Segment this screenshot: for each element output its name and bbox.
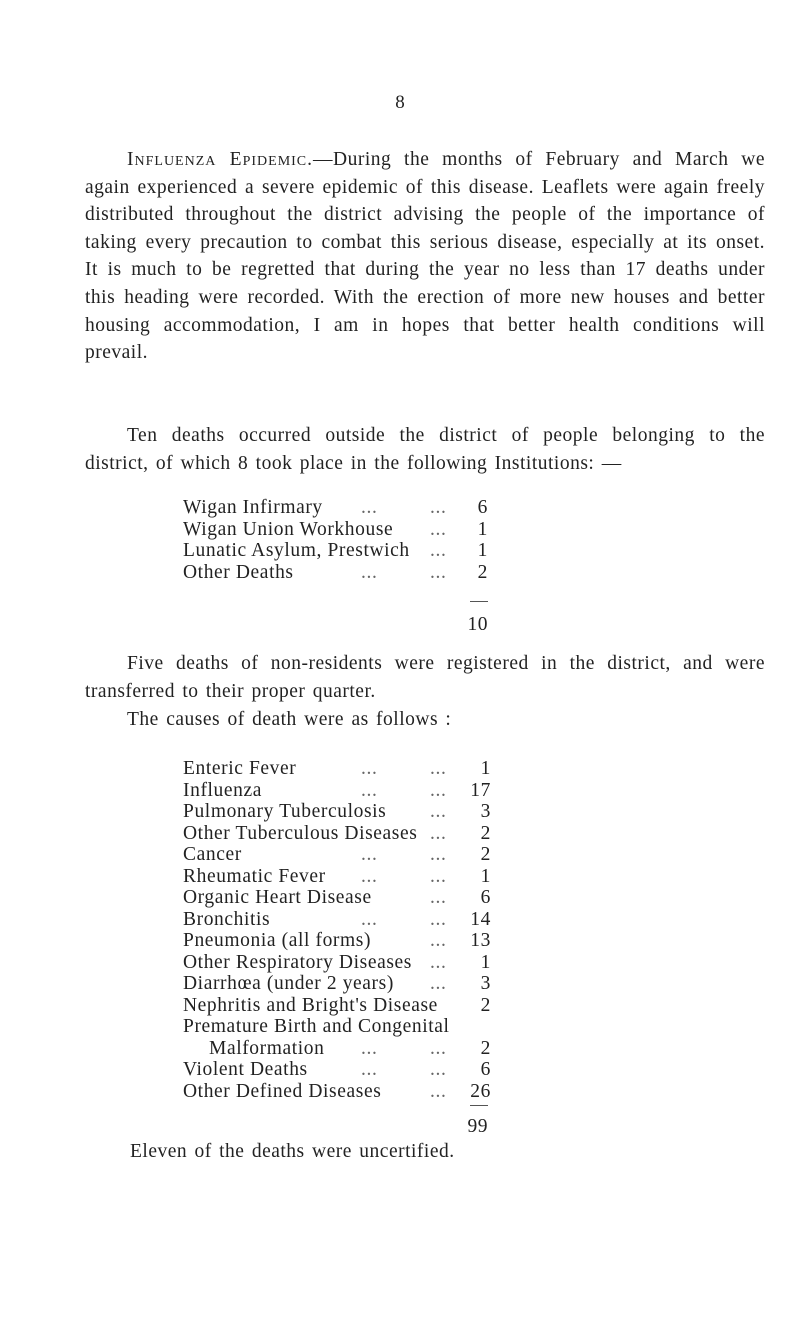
causes-intro: The causes of death were as follows : xyxy=(127,709,452,730)
causes-total-rule xyxy=(470,1105,488,1106)
list-item: Other Deaths ... ... 2 xyxy=(183,561,488,583)
list-item: Enteric Fever ... ... 1 xyxy=(183,758,491,779)
non-residents-paragraph: Five deaths of non-residents were registered in the district, and were transferred to their proper quarter. xyxy=(85,653,765,702)
list-item: Violent Deaths ... ... 6 xyxy=(183,1059,491,1080)
institutions-total-rule xyxy=(470,601,488,602)
list-item: Other Defined Diseases ... 26 xyxy=(183,1080,491,1102)
list-item: Malformation ... ... 2 xyxy=(209,1037,491,1059)
list-item: Nephritis and Bright's Disease 2 xyxy=(183,994,491,1016)
list-item: Lunatic Asylum, Prestwich ... 1 xyxy=(183,540,488,561)
list-item: Influenza ... ... 17 xyxy=(183,779,491,801)
outside-deaths-paragraph: Ten deaths occurred outside the district of people belonging to the district, of which 8 took place in the following Institutions: — xyxy=(85,425,765,474)
page-number: 8 xyxy=(395,92,405,113)
list-item: Other Respiratory Diseases ... 1 xyxy=(183,951,491,973)
causes-total: 99 xyxy=(467,1116,488,1137)
institutions-list xyxy=(183,497,488,583)
uncertified-note: Eleven of the deaths were uncertified. xyxy=(130,1141,455,1162)
influenza-paragraph xyxy=(85,146,765,367)
list-item: Cancer ... ... 2 xyxy=(183,844,491,865)
causes-list xyxy=(183,758,491,1102)
list-item: Bronchitis ... ... 14 xyxy=(183,908,491,930)
list-item: Wigan Infirmary ... ... 6 xyxy=(183,497,488,518)
list-item: Rheumatic Fever ... ... 1 xyxy=(183,865,491,887)
list-item: Premature Birth and Congenital xyxy=(183,1016,450,1037)
influenza-heading: Influenza Epidemic. xyxy=(127,149,314,170)
list-item: Organic Heart Disease ... 6 xyxy=(183,887,491,908)
list-item: Wigan Union Workhouse ... 1 xyxy=(183,518,488,540)
list-item: Pulmonary Tuberculosis ... 3 xyxy=(183,801,491,822)
list-item: Other Tuberculous Diseases ... 2 xyxy=(183,822,491,844)
list-item: Diarrhœa (under 2 years) ... 3 xyxy=(183,973,491,994)
institutions-total: 10 xyxy=(467,614,488,635)
influenza-body: —During the months of February and March we again experienced a severe epidemic of this disease. Leaflets were again freely distributed throughout the district advising the people of the importance of taking every precaution to combat this serious disease, especially at its onset. It is much to be regretted that during the year no less than 17 deaths under this heading were recorded. With the erection of more new houses and better housing accommodation, I am in hopes that better health conditions will prevail. xyxy=(85,149,765,364)
list-item: Pneumonia (all forms) ... 13 xyxy=(183,930,491,951)
